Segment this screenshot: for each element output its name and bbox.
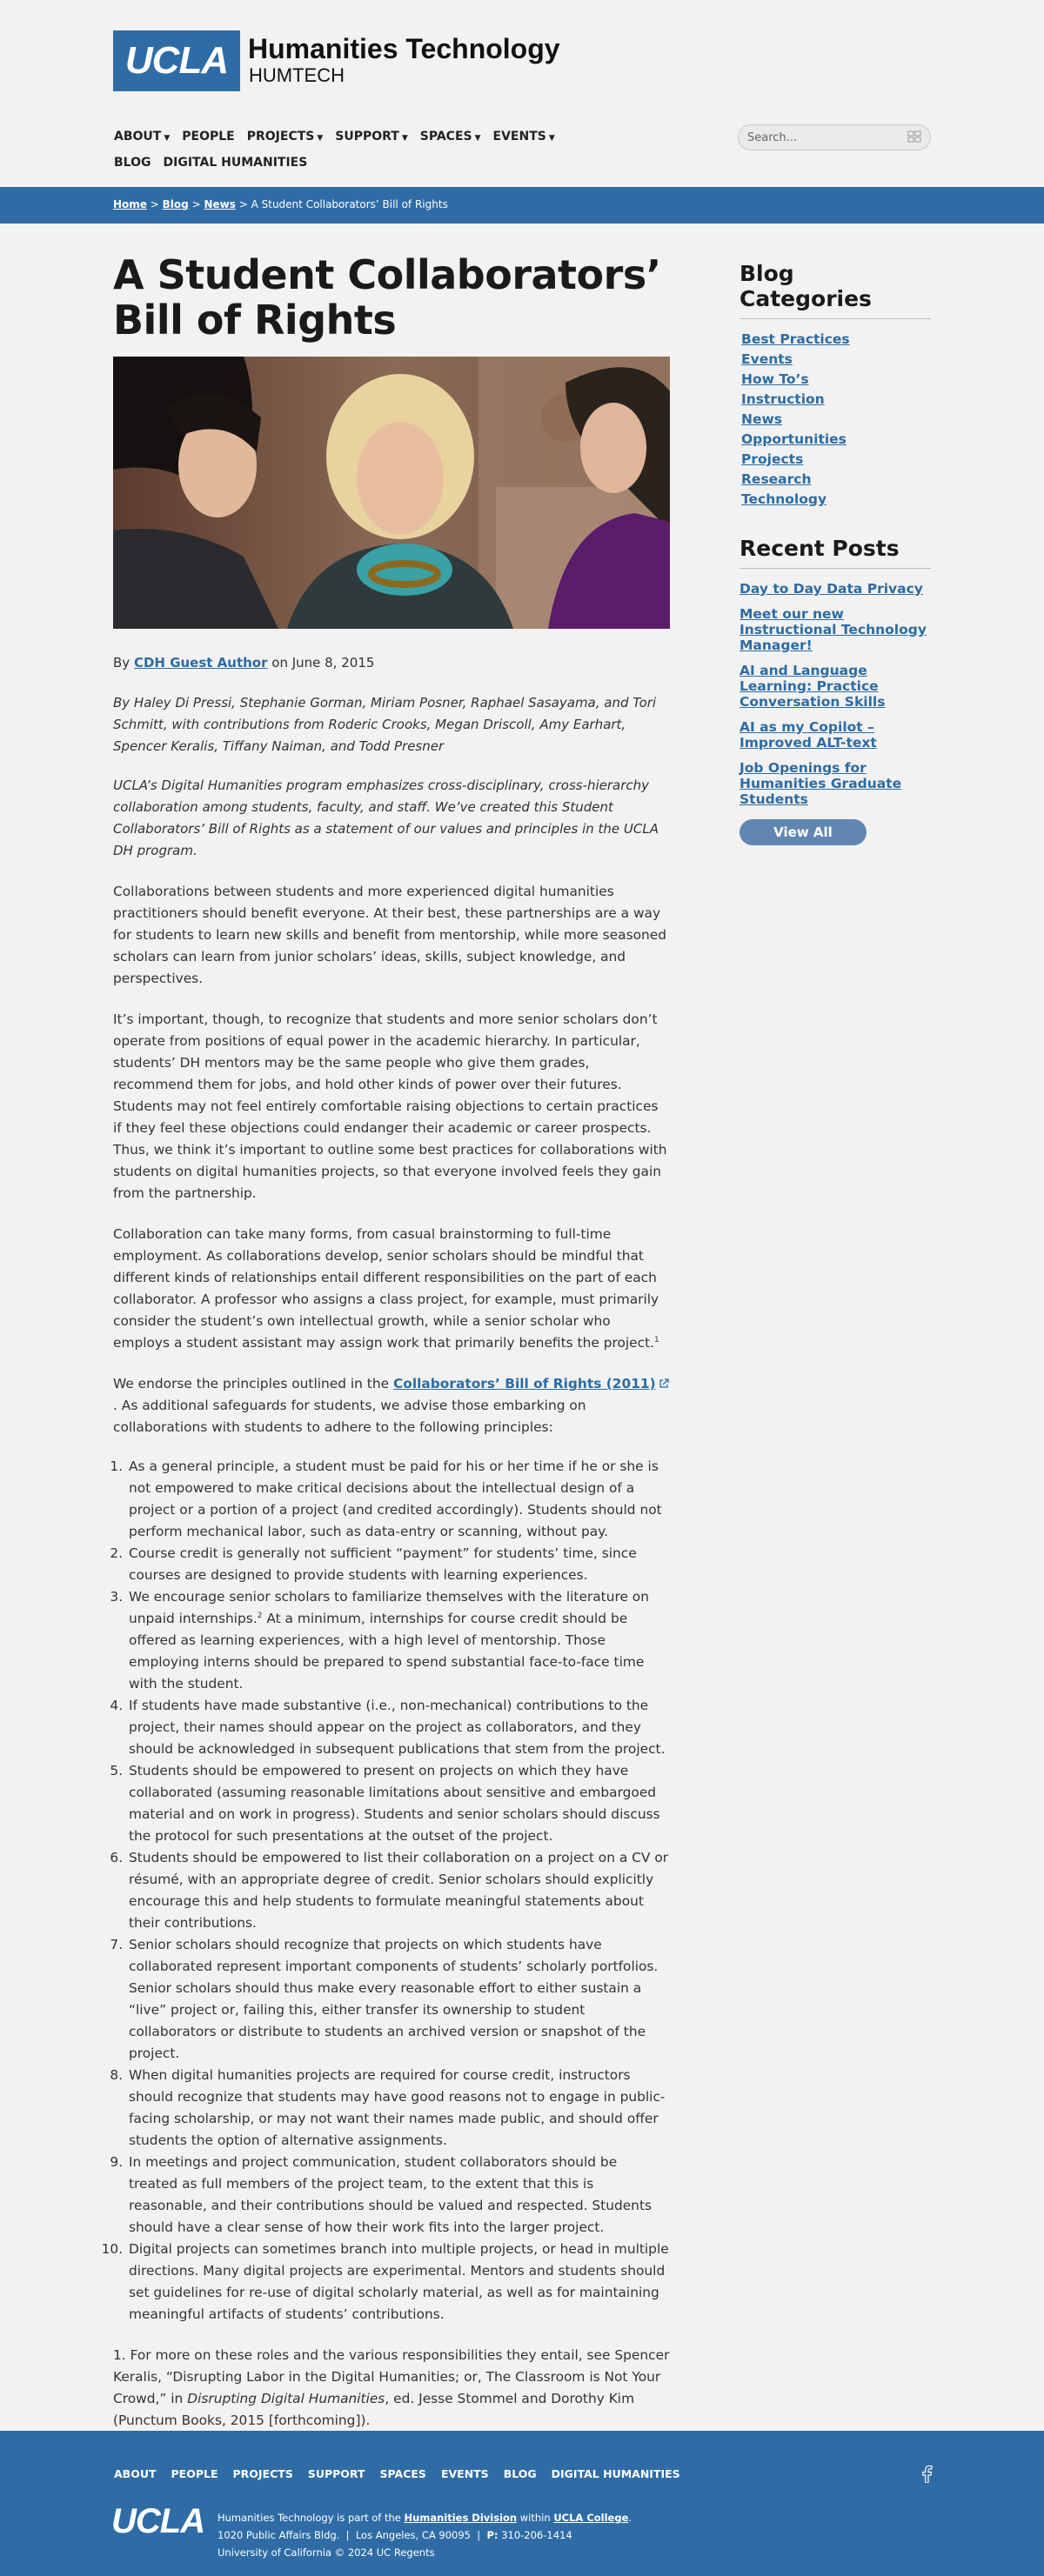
category-item bbox=[741, 350, 931, 370]
nav-projects[interactable]: PROJECTS ▼ bbox=[246, 130, 324, 143]
recent-post-item bbox=[740, 581, 931, 597]
footer-nav-events[interactable]: EVENTS bbox=[440, 2467, 489, 2480]
footer-nav-spaces[interactable]: SPACES bbox=[379, 2467, 426, 2480]
footer-line-2: 1020 Public Affairs Bldg. | Los Angeles, CA 90095 | P: 310-206-1414 bbox=[218, 2529, 572, 2541]
list-item: 6. Students should be empowered to list their collaboration on a project on a CV or résumé, with an appropriate degree of credit. Senior scholars should explicitly encourage this and help students to formulate meaningful statements about their contributions. bbox=[127, 1847, 670, 1934]
footer-ucla-logo[interactable]: UCLA bbox=[111, 2502, 205, 2540]
category-item bbox=[741, 330, 931, 350]
category-link-how-tos[interactable]: How To’s bbox=[741, 371, 809, 387]
breadcrumb-blog[interactable]: Blog bbox=[162, 198, 189, 210]
paragraph: It’s important, though, to recognize that students and more senior scholars don’t operate from positions of equal power in the academic hierarchy. In particular, students’ DH mentors may be the same people who give them grades, recommend them for jobs, and hold other kinds of power over their futures. Students may not feel entirely comfortable raising objections to certain practices if they feel these objections could endanger their academic or career prospects. Thus, we think it’s important to outline some best practices for collaborations with students on digital humanities projects, so that everyone involved feels they gain from the partnership. bbox=[113, 1011, 667, 1201]
footer-nav-projects[interactable]: PROJECTS bbox=[232, 2467, 293, 2480]
recent-posts-list bbox=[740, 581, 931, 807]
recent-post-item bbox=[740, 719, 931, 751]
categories-list bbox=[741, 330, 931, 510]
breadcrumb bbox=[113, 198, 448, 210]
chevron-down-icon: ▼ bbox=[317, 134, 324, 143]
nav-support[interactable]: SUPPORT ▼ bbox=[335, 130, 408, 143]
category-link-events[interactable]: Events bbox=[741, 351, 793, 367]
list-item: 8. When digital humanities projects are required for course credit, instructors should recognize that students may have good reasons not to engage in public-facing scholarship, or may not want their names made public, and should offer students the option of alternative assignments. bbox=[127, 2065, 670, 2152]
footnote-ref[interactable]: 2 bbox=[257, 1611, 263, 1620]
list-item: 9. In meetings and project communication, student collaborators should be treated as full members of the project team, to the extent that this is reasonable, and their contributions should be valued and respected. Students should have a clear sense of how their work fits into the larger project. bbox=[127, 2152, 670, 2239]
recent-post-link[interactable]: Day to Day Data Privacy bbox=[740, 581, 923, 597]
category-item bbox=[741, 410, 931, 430]
site-footer bbox=[0, 2431, 1044, 2576]
category-link-best-practices[interactable]: Best Practices bbox=[741, 331, 850, 347]
breadcrumb-separator: > bbox=[191, 198, 201, 210]
footer-phone-label: P: bbox=[486, 2529, 499, 2541]
footer-nav-digital-humanities[interactable]: DIGITAL HUMANITIES bbox=[551, 2467, 680, 2480]
breadcrumb-home[interactable]: Home bbox=[113, 198, 147, 210]
footnote-1: 1. For more on these roles and the various responsibilities they entail, see Spencer Keralis, “Disrupting Labor in the Digital Humanities; or, The Classroom is Not Your Crowd,” in Disrupting Digital Humanities, ed. Jesse Stommel and Dorothy Kim (Punctum Books, 2015 [forthcoming]). bbox=[113, 2347, 670, 2428]
footer-nav-support[interactable]: SUPPORT bbox=[307, 2467, 365, 2480]
breadcrumb-separator: > bbox=[238, 198, 248, 210]
search-box bbox=[738, 124, 931, 150]
chevron-down-icon: ▼ bbox=[548, 134, 555, 143]
category-link-projects[interactable]: Projects bbox=[741, 451, 804, 467]
list-item: 2. Course credit is generally not sufficient “payment” for students’ time, since courses are designed to provide students with learning experiences. bbox=[127, 1543, 670, 1586]
view-all-button[interactable]: View All bbox=[740, 819, 867, 845]
footer-phone[interactable]: 310-206-1414 bbox=[501, 2529, 572, 2541]
category-item bbox=[741, 430, 931, 450]
category-link-instruction[interactable]: Instruction bbox=[741, 391, 825, 407]
nav-spaces[interactable]: SPACES ▼ bbox=[419, 130, 481, 143]
category-link-technology[interactable]: Technology bbox=[741, 491, 827, 507]
recent-post-link[interactable]: Job Openings for Humanities Graduate Students bbox=[740, 760, 902, 807]
author-link[interactable]: CDH Guest Author bbox=[133, 655, 268, 671]
ucla-logo[interactable]: UCLA bbox=[113, 30, 240, 91]
footer-nav-blog[interactable]: BLOG bbox=[503, 2467, 537, 2480]
footer-copyright: University of California © 2024 UC Regents bbox=[218, 2546, 435, 2559]
footer-nav-people[interactable]: PEOPLE bbox=[171, 2467, 218, 2480]
collaborators-bill-link[interactable]: Collaborators’ Bill of Rights (2011) bbox=[393, 1376, 669, 1391]
category-link-research[interactable]: Research bbox=[741, 471, 812, 487]
recent-post-item bbox=[740, 663, 931, 710]
nav-about[interactable]: ABOUT ▼ bbox=[114, 130, 171, 143]
category-item bbox=[741, 370, 931, 390]
category-item bbox=[741, 390, 931, 410]
recent-post-link[interactable]: AI as my Copilot – Improved ALT-text bbox=[740, 719, 877, 751]
article bbox=[113, 252, 670, 2469]
footer-address: 1020 Public Affairs Bldg. bbox=[218, 2529, 340, 2541]
list-item: 3. We encourage senior scholars to familiarize themselves with the literature on unpaid internships.$^2$ At a minimum, internships for course credit should be offered as learning experiences, with a high level of mentorship. Those employing interns should be prepared to spend substantial face-to-face time with the student. bbox=[127, 1586, 670, 1695]
hero-photo bbox=[113, 357, 670, 629]
site-subtitle: HUMTECH bbox=[249, 64, 345, 86]
recent-post-link[interactable]: Meet our new Instructional Technology Manager! bbox=[740, 606, 927, 653]
breadcrumb-news[interactable]: News bbox=[204, 198, 236, 210]
authors-credit: By Haley Di Pressi, Stephanie Gorman, Miriam Posner, Raphael Sasayama, and Tori Schmitt, with contributions from Roderic Crooks, Megan Driscoll, Amy Earhart, Spencer Keralis, Tiffany Naiman, and Todd Presner bbox=[113, 695, 657, 754]
site-header bbox=[0, 0, 1044, 187]
search-icon[interactable] bbox=[907, 130, 921, 143]
chevron-down-icon: ▼ bbox=[474, 134, 481, 143]
list-item: 1. As a general principle, a student must be paid for his or her time if he or she is not empowered to make critical decisions about the intellectual design of a project or a portion of a project (and credited accordingly). Students should not perform mechanical labor, such as data-entry or scanning, without pay. bbox=[127, 1456, 670, 1543]
recent-post-item bbox=[740, 606, 931, 653]
hero-photo-illustration bbox=[113, 357, 670, 629]
post-date: on June 8, 2015 bbox=[271, 655, 375, 671]
paragraph: Collaboration can take many forms, from casual brainstorming to full-time employment. As collaborations develop, senior scholars should be mindful that different kinds of relationships entail different responsibilities on the part of each collaborator. A professor who assigns a class project, for example, must primarily consider the student’s own intellectual growth, while a senior scholar who employs a student assistant may assign work that primarily benefits the project.$^1$ bbox=[113, 1226, 659, 1351]
page-title: A Student Collaborators’ Bill of Rights bbox=[113, 251, 661, 344]
breadcrumb-current: A Student Collaborators’ Bill of Rights bbox=[251, 198, 448, 210]
paragraph: Collaborations between students and more experienced digital humanities practitioners should benefit everyone. At their best, these partnerships are a way for students to learn new skills and benefit from mentorship, while more seasoned scholars can learn from junior scholars’ ideas, skills, subject knowledge, and perspectives. bbox=[113, 884, 666, 986]
nav-digital-humanities[interactable]: DIGITAL HUMANITIES bbox=[163, 156, 308, 170]
footer-nav-about[interactable]: ABOUT bbox=[114, 2467, 157, 2480]
facebook-icon[interactable] bbox=[920, 2466, 933, 2483]
footer-nav bbox=[114, 2467, 680, 2480]
humanities-division-link[interactable]: Humanities Division bbox=[404, 2512, 518, 2524]
recent-post-link[interactable]: AI and Language Learning: Practice Conversation Skills bbox=[740, 663, 886, 710]
principles-list bbox=[113, 1456, 670, 2326]
recent-posts-heading: Recent Posts bbox=[740, 536, 931, 569]
list-item: 5. Students should be empowered to present on projects on which they have collaborated (assuming reasonable limitations about sensitive and embargoed material and on work in progress). Students and senior scholars should discuss the protocol for such presentations at the outset of the project. bbox=[127, 1760, 670, 1847]
byline-prefix: By bbox=[113, 655, 130, 671]
nav-blog[interactable]: BLOG bbox=[114, 156, 151, 170]
categories-heading: Blog Categories bbox=[740, 261, 931, 319]
category-link-opportunities[interactable]: Opportunities bbox=[741, 431, 847, 447]
search-input[interactable] bbox=[747, 125, 904, 150]
breadcrumb-separator: > bbox=[150, 198, 159, 210]
nav-events[interactable]: EVENTS ▼ bbox=[492, 130, 555, 143]
category-item bbox=[741, 490, 931, 510]
list-item: 4. If students have made substantive (i.e., non-mechanical) contributions to the project, their names should appear on the project as collaborators, and they should be acknowledged in subsequent publications that stem from the project. bbox=[127, 1695, 670, 1760]
external-link-icon bbox=[659, 1378, 669, 1389]
nav-people[interactable]: PEOPLE bbox=[182, 130, 235, 143]
breadcrumb-bar bbox=[0, 187, 1044, 224]
footer-info bbox=[218, 2509, 632, 2561]
recent-post-item bbox=[740, 760, 931, 807]
list-item: 7. Senior scholars should recognize that projects on which students have collaborated represent important components of students’ scholarly portfolios. Senior scholars should thus make every reasonable effort to either sustain a “live” project or, failing this, either transfer its ownership to student collaborators or distribute to students an archived version or snapshot of the project. bbox=[127, 1934, 670, 2065]
list-item: 10. Digital projects can sometimes branch into multiple projects, or head in multiple directions. Many digital projects are experimental. Mentors and students should set guidelines for re-use of digital scholarly material, as well as for maintaining meaningful artifacts of students’ contributions. bbox=[127, 2239, 670, 2326]
paragraph: We endorse the principles outlined in the Collaborators’ Bill of Rights (2011). As additional safeguards for students, we advise those embarking on collaborations with students to adhere to the following principles: bbox=[113, 1373, 670, 1438]
category-link-news[interactable]: News bbox=[741, 411, 783, 427]
sidebar bbox=[740, 261, 931, 845]
chevron-down-icon: ▼ bbox=[401, 134, 408, 143]
intro-paragraph: UCLA’s Digital Humanities program emphasizes cross-disciplinary, cross-hierarchy collaboration among students, faculty, and staff. We’ve created this Student Collaborators’ Bill of Rights as a statement of our values and principles in the UCLA DH program. bbox=[113, 777, 659, 858]
footer-line-1: Humanities Technology is part of the Humanities Division within UCLA College. bbox=[218, 2512, 632, 2524]
chevron-down-icon: ▼ bbox=[164, 134, 171, 143]
main-nav bbox=[114, 124, 601, 175]
footer-city: Los Angeles, CA 90095 bbox=[355, 2529, 471, 2541]
footnote-ref[interactable]: 1 bbox=[654, 1335, 659, 1345]
category-item bbox=[741, 470, 931, 490]
byline bbox=[113, 655, 670, 671]
ucla-college-link[interactable]: UCLA College bbox=[553, 2512, 629, 2524]
category-item bbox=[741, 450, 931, 470]
site-title[interactable]: Humanities Technology bbox=[248, 33, 560, 64]
